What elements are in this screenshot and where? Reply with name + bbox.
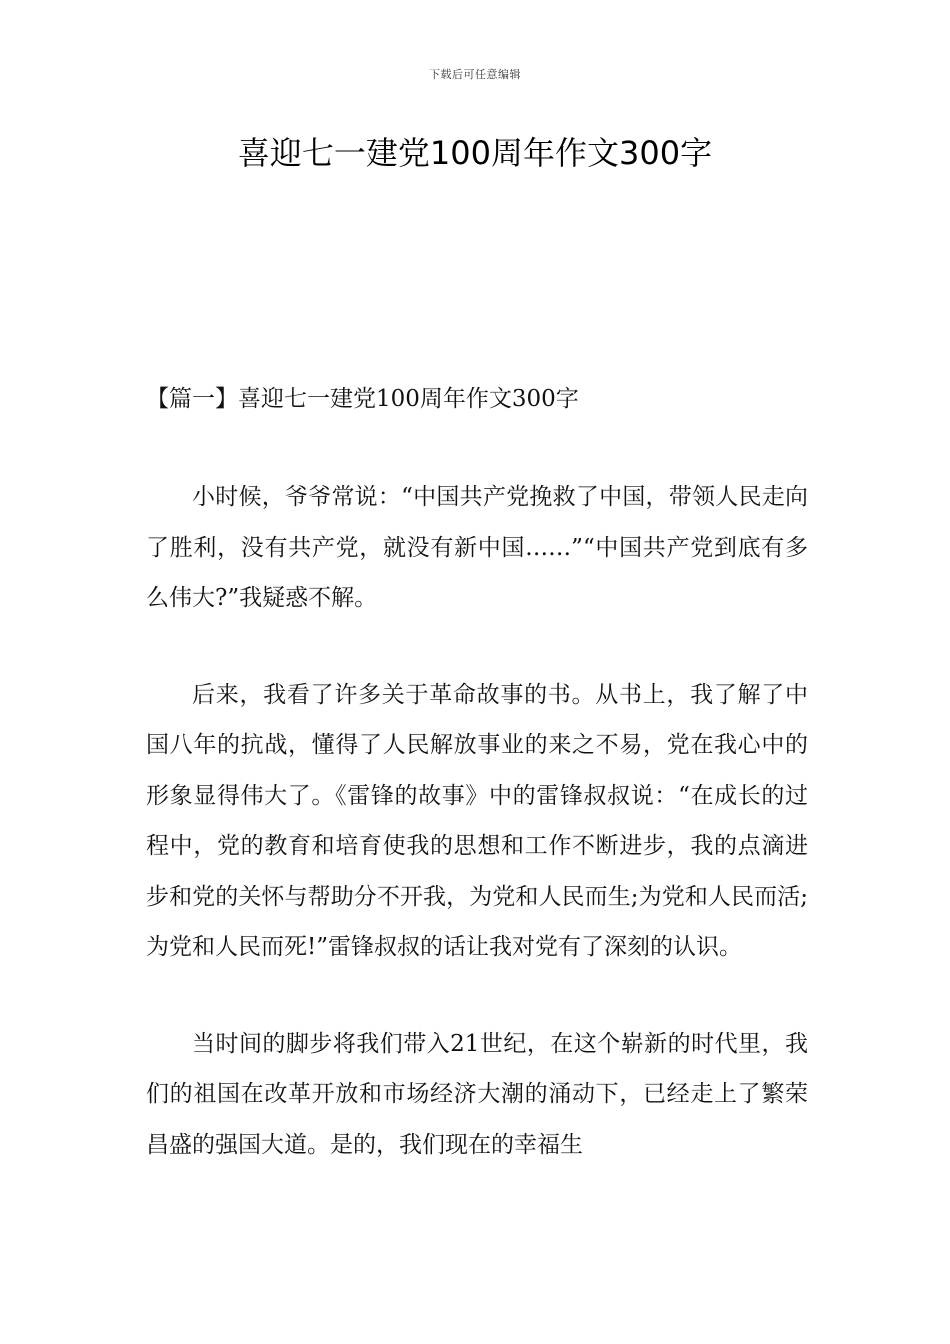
section-heading: 【篇一】喜迎七一建党100周年作文300字 (146, 386, 579, 412)
paragraph-3: 当时间的脚步将我们带入21世纪，在这个崭新的时代里，我们的祖国在改革开放和市场经济大潮的涌动下，已经走上了繁荣昌盛的强国大道。是的，我们现在的幸福生 (146, 1030, 808, 1158)
body-text (146, 472, 808, 1216)
paragraph-1: 小时候，爷爷常说：“中国共产党挽救了中国，带领人民走向了胜利，没有共产党，就没有新中国……”“中国共产党到底有多么伟大?”我疑惑不解。 (146, 484, 808, 611)
paragraph-2: 后来，我看了许多关于革命故事的书。从书上，我了解了中国八年的抗战，懂得了人民解放事业的来之不易，党在我心中的形象显得伟大了。《雷锋的故事》中的雷锋叔叔说：“在成长的过程中，党的教育和培育使我的思想和工作不断进步，我的点滴进步和党的关怀与帮助分不开我，为党和人民而生;为党和人民而活;为党和人民而死!”雷锋叔叔的话让我对党有了深刻的认识。 (146, 681, 808, 960)
header-note: 下载后可任意编辑 (429, 68, 521, 81)
document-title: 喜迎七一建党100周年作文300字 (237, 134, 713, 172)
